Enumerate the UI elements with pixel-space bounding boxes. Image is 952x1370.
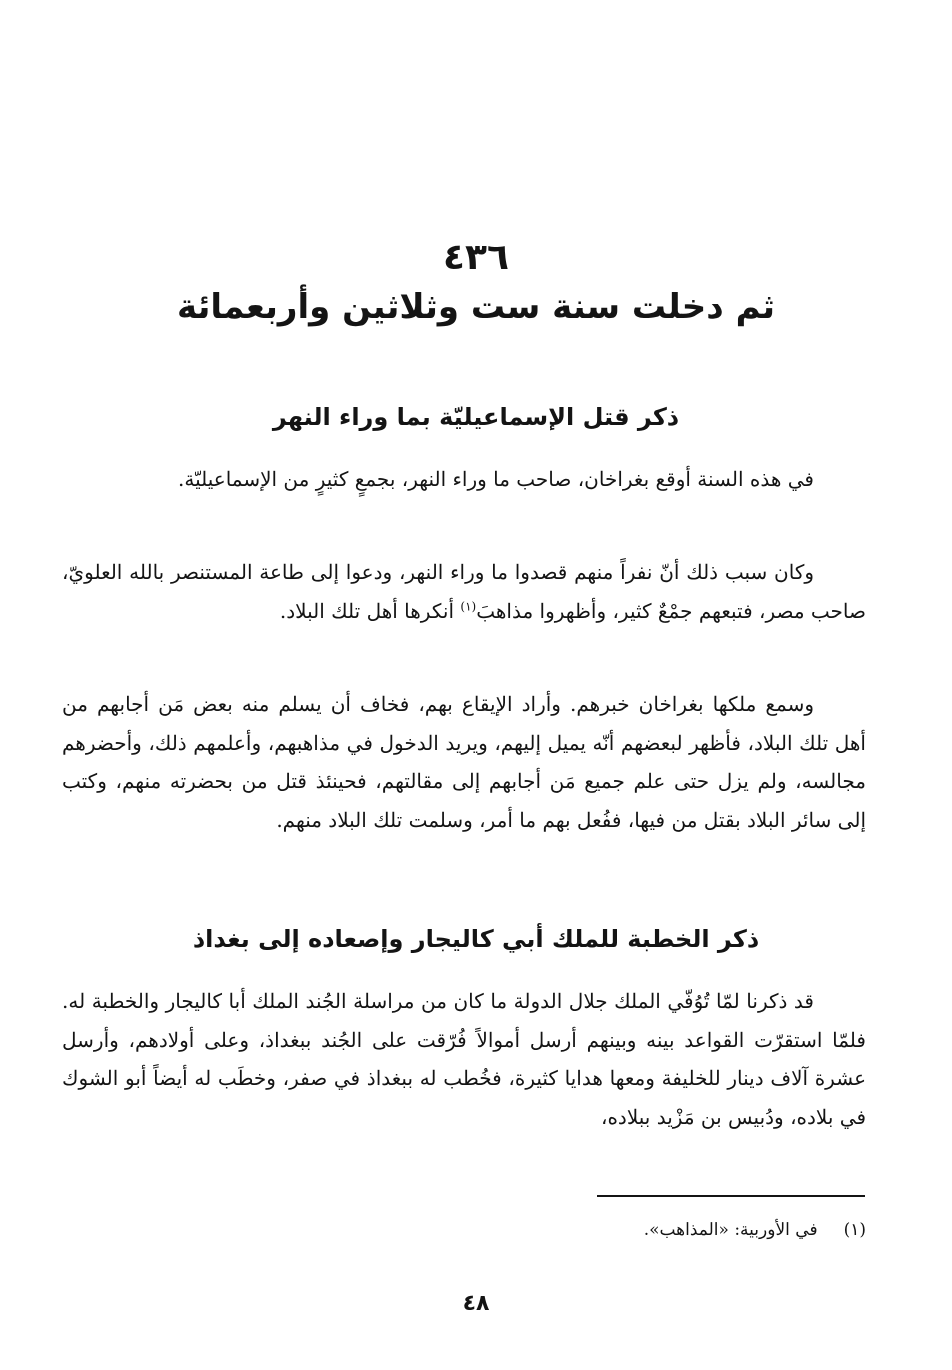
paragraph-text: وكان سبب ذلك أنّ نفراً منهم قصدوا ما وراء النهر، ودعوا إلى طاعة المستنصر بالله العلويّ، صاحب مصر، فتبعهم جمْعٌ كثير، وأظهروا مذاهبَ bbox=[62, 560, 866, 623]
page-number: ٤٨ bbox=[462, 1291, 490, 1316]
paragraph-ismailis-1 bbox=[62, 460, 866, 499]
footnote-marker: (١) bbox=[843, 1220, 866, 1240]
section-heading-khutba: ذكر الخطبة للملك أبي كاليجار وإصعاده إلى بغداذ bbox=[192, 925, 760, 953]
footnote bbox=[62, 1216, 866, 1244]
year-number: ٤٣٦ bbox=[443, 237, 509, 278]
footnote-divider bbox=[597, 1195, 865, 1197]
paragraph-text-tail: أنكرها أهل تلك البلاد. bbox=[279, 598, 455, 623]
footnote-reference[interactable]: (١) bbox=[460, 598, 477, 613]
paragraph-ismailis-3 bbox=[62, 685, 866, 839]
chapter-title: ثم دخلت سنة ست وثلاثين وأربعمائة bbox=[176, 287, 776, 327]
paragraph-text: وسمع ملكها بغراخان خبرهم. وأراد الإيقاع بهم، فخاف أن يسلم منه بعض مَن أجابهم من أهل تلك البلاد، فأظهر لبعضهم أنّه يميل إليهم، ويريد الدخول في مذاهبهم، وأعلمهم ذلك، وأحضرهم مجالسه، ولم يزل حتى علم جميع مَن أجابهم إلى مقالتهم، فحينئذ قتل من بحضرته منهم، وكتب إلى سائر البلاد بقتل من فيها، ففُعل بهم ما أمر، وسلمت تلك البلاد منهم. bbox=[62, 692, 866, 832]
section-heading-ismailis: ذكر قتل الإسماعيليّة بما وراء النهر bbox=[272, 403, 680, 431]
paragraph-text: قد ذكرنا لمّا تُوُفّي الملك جلال الدولة ما كان من مراسلة الجُند الملك أبا كاليجار والخطبة له. فلمّا استقرّت القواعد بينه وبينهم أرسل أموالاً فُرّقت على الجُند ببغداذ، وعلى أولادهم، وأرسل عشرة آلاف دينار للخليفة ومعها هدايا كثيرة، فخُطب له ببغداذ في صفر، وخطَب له أيضاً أبو الشوك في بلاده، ودُبيس بن مَزْيد ببلاده، bbox=[62, 989, 866, 1129]
paragraph-khutba-1 bbox=[62, 982, 866, 1136]
paragraph-ismailis-2 bbox=[62, 553, 866, 630]
footnote-text: في الأوربية: «المذاهب». bbox=[643, 1220, 818, 1240]
paragraph-text: في هذه السنة أوقع بغراخان، صاحب ما وراء النهر، بجمعٍ كثيرٍ من الإسماعيليّة. bbox=[177, 467, 814, 491]
